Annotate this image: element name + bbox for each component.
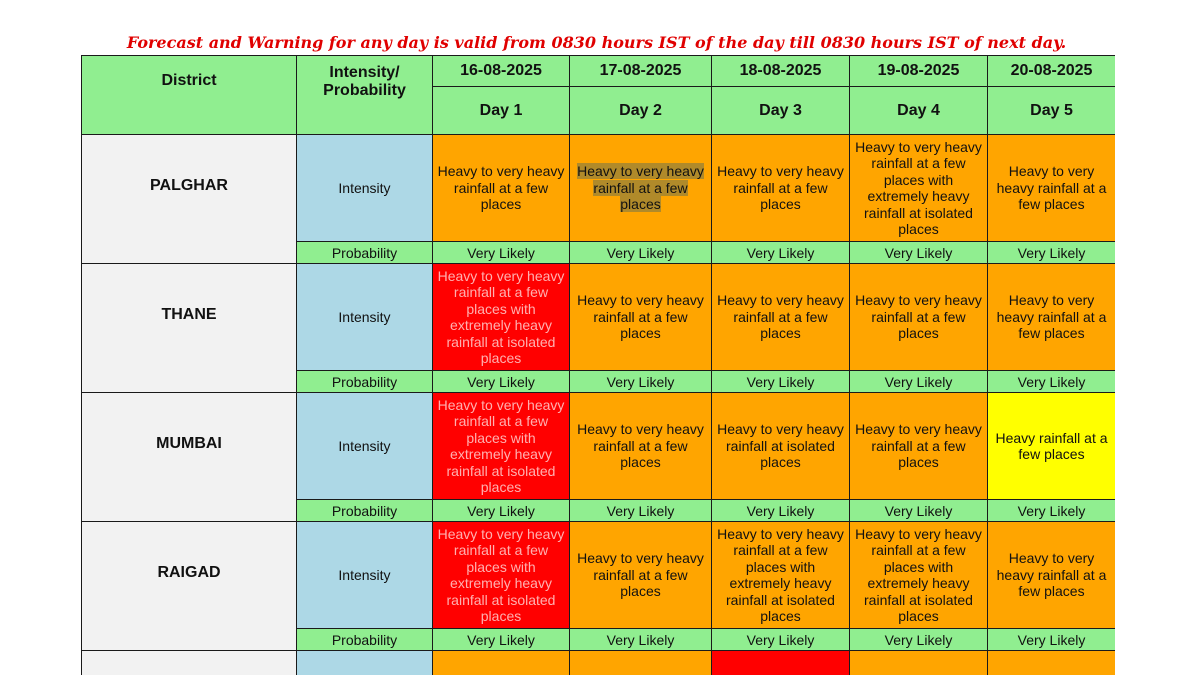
- intensity-cell: [850, 651, 988, 675]
- probability-cell: Very Likely: [850, 371, 988, 393]
- probability-cell: Very Likely: [433, 242, 570, 264]
- date-header: 16-08-2025: [433, 56, 570, 87]
- intensity-text: Heavy to very heavy rainfall at a few places: [577, 550, 704, 600]
- intensity-cell: [570, 393, 712, 500]
- district-intensity-row: [82, 264, 1116, 371]
- intensity-cell: [712, 135, 850, 242]
- district-name: MUMBAI: [82, 393, 297, 522]
- intensity-cell: [570, 522, 712, 629]
- intensity-text: Heavy to very heavy rainfall at a few places: [577, 292, 704, 342]
- intensity-text: Heavy to very heavy rainfall at a few places: [855, 292, 982, 342]
- intensity-label: [297, 651, 433, 675]
- intensity-text: Heavy to very heavy rainfall at a few places with extremely heavy rainfall at isolated places: [855, 525, 982, 624]
- probability-label: Probability: [297, 371, 433, 393]
- intensity-cell: [850, 522, 988, 629]
- probability-cell: Very Likely: [712, 500, 850, 522]
- district-name: THANE: [82, 264, 297, 393]
- intensity-cell: [712, 522, 850, 629]
- probability-cell: Very Likely: [570, 242, 712, 264]
- date-header: 18-08-2025: [712, 56, 850, 87]
- intensity-cell: [988, 522, 1116, 629]
- intensity-cell: [433, 522, 570, 629]
- probability-cell: Very Likely: [988, 371, 1116, 393]
- intensity-text: Heavy to very heavy rainfall at isolated places: [717, 421, 844, 471]
- district-name: [82, 651, 297, 675]
- intensity-text: Heavy to very heavy rainfall at a few places with extremely heavy rainfall at isolated places: [437, 267, 565, 366]
- intensity-text: Heavy to very heavy rainfall at a few places: [717, 292, 844, 342]
- intensity-text: Heavy to very heavy rainfall at a few places: [717, 163, 844, 213]
- probability-cell: Very Likely: [712, 371, 850, 393]
- day-header: Day 4: [850, 87, 988, 135]
- district-intensity-row: [82, 135, 1116, 242]
- intensity-label: Intensity: [297, 264, 433, 371]
- intensity-cell: [433, 393, 570, 500]
- day-header: Day 1: [433, 87, 570, 135]
- intensity-probability-header: Intensity/ Probability: [297, 56, 433, 135]
- intensity-text: Heavy to very heavy rainfall at a few places: [996, 550, 1107, 600]
- probability-cell: Very Likely: [433, 629, 570, 651]
- day-header: Day 3: [712, 87, 850, 135]
- intensity-label: Intensity: [297, 522, 433, 629]
- probability-cell: Very Likely: [850, 242, 988, 264]
- intensity-text: Heavy to very heavy rainfall at a few places: [577, 421, 704, 471]
- intensity-cell: [433, 264, 570, 371]
- probability-label: Probability: [297, 500, 433, 522]
- probability-cell: Very Likely: [712, 629, 850, 651]
- probability-cell: Very Likely: [570, 500, 712, 522]
- district-intensity-row: [82, 393, 1116, 500]
- intensity-cell: [570, 264, 712, 371]
- intensity-label: Intensity: [297, 393, 433, 500]
- intensity-cell: [988, 264, 1116, 371]
- intensity-cell: [850, 393, 988, 500]
- district-name: RAIGAD: [82, 522, 297, 651]
- intensity-cell: [712, 651, 850, 675]
- probability-cell: Very Likely: [988, 242, 1116, 264]
- district-intensity-row: [82, 651, 1116, 675]
- forecast-table-container: [81, 55, 1115, 675]
- district-header: District: [82, 56, 297, 135]
- probability-label: Probability: [297, 242, 433, 264]
- intensity-text: Heavy to very heavy rainfall at a few places: [996, 163, 1107, 213]
- intensity-text: Heavy to very heavy rainfall at a few places: [855, 421, 982, 471]
- intensity-text: Heavy to very heavy rainfall at a few places with extremely heavy rainfall at isolated places: [437, 396, 565, 495]
- forecast-warning-table: [81, 55, 1115, 675]
- probability-cell: Very Likely: [850, 629, 988, 651]
- date-header: 20-08-2025: [988, 56, 1116, 87]
- probability-cell: Very Likely: [988, 629, 1116, 651]
- intensity-cell: [988, 651, 1116, 675]
- probability-cell: Very Likely: [712, 242, 850, 264]
- intensity-cell: [850, 264, 988, 371]
- intensity-text: Heavy to very heavy rainfall at a few places: [996, 292, 1107, 342]
- intensity-text: Heavy to very heavy rainfall at a few places with extremely heavy rainfall at isolated places: [437, 525, 565, 624]
- probability-cell: Very Likely: [433, 371, 570, 393]
- date-header: 17-08-2025: [570, 56, 712, 87]
- intensity-label: Intensity: [297, 135, 433, 242]
- intensity-text: Heavy to very heavy rainfall at a few places: [577, 163, 704, 213]
- probability-cell: Very Likely: [570, 371, 712, 393]
- intensity-text: Heavy rainfall at a few places: [995, 429, 1108, 462]
- probability-cell: Very Likely: [988, 500, 1116, 522]
- intensity-cell: [988, 393, 1116, 500]
- intensity-cell: [570, 135, 712, 242]
- probability-cell: Very Likely: [433, 500, 570, 522]
- intensity-text: Heavy to very heavy rainfall at a few places with extremely heavy rainfall at isolated places: [855, 138, 982, 237]
- intensity-cell: [988, 135, 1116, 242]
- intensity-cell: [712, 393, 850, 500]
- forecast-table-body: [82, 135, 1116, 675]
- intensity-cell: [570, 651, 712, 675]
- intensity-cell: [850, 135, 988, 242]
- intensity-cell: [712, 264, 850, 371]
- intensity-text: Heavy to very heavy rainfall at a few places: [437, 163, 565, 213]
- day-header: Day 5: [988, 87, 1116, 135]
- district-intensity-row: [82, 522, 1116, 629]
- validity-note: Forecast and Warning for any day is valid from 0830 hours IST of the day till 0830 hours IST of next day.: [126, 33, 1067, 52]
- intensity-text: Heavy to very heavy rainfall at a few places with extremely heavy rainfall at isolated places: [717, 525, 844, 624]
- date-header: 19-08-2025: [850, 56, 988, 87]
- district-name: PALGHAR: [82, 135, 297, 264]
- probability-cell: Very Likely: [850, 500, 988, 522]
- day-header: Day 2: [570, 87, 712, 135]
- probability-label: Probability: [297, 629, 433, 651]
- probability-cell: Very Likely: [570, 629, 712, 651]
- intensity-cell: [433, 135, 570, 242]
- intensity-cell: [433, 651, 570, 675]
